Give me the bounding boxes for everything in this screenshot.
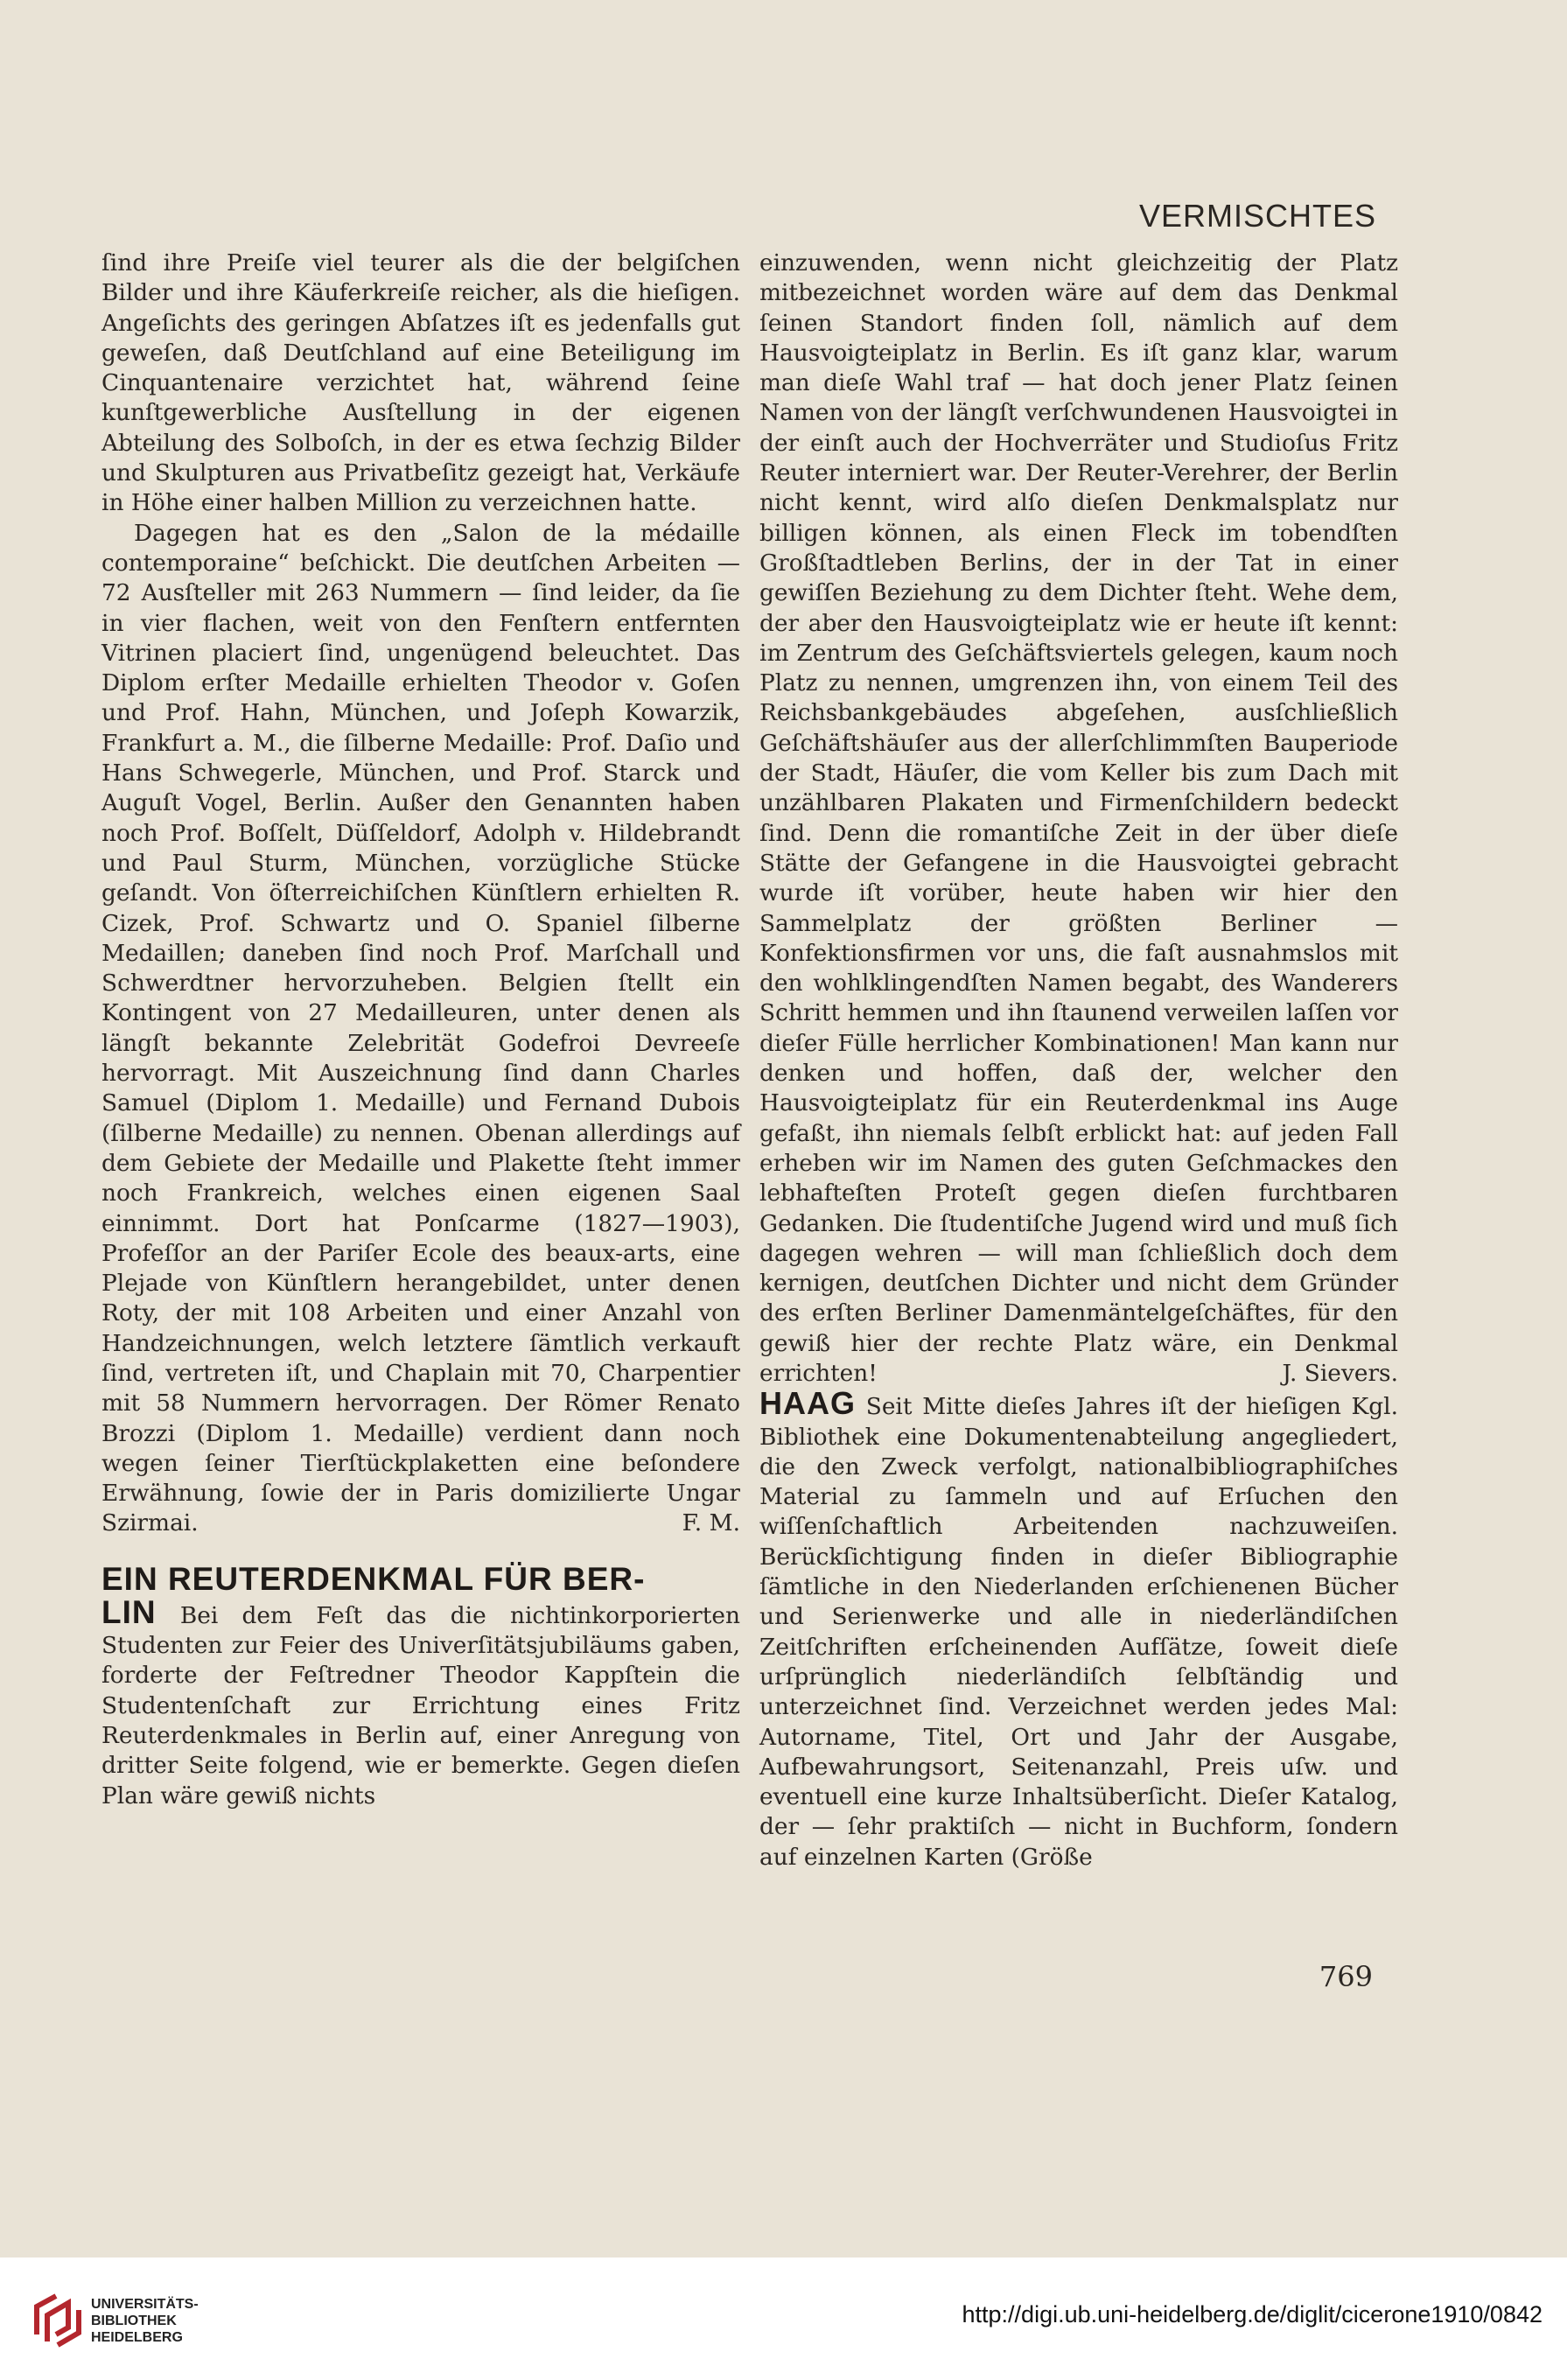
- right-paragraph-1: [759, 248, 1398, 1389]
- left-column: [101, 248, 740, 1811]
- source-url-link[interactable]: http://digi.ub.uni-heidelberg.de/diglit/cicerone1910/0842: [962, 2301, 1543, 2328]
- signature-sievers: J. Sievers.: [1282, 1359, 1398, 1387]
- left-paragraph-3: [101, 1593, 740, 1811]
- left-paragraph-2-text: Dagegen hat es den „Salon de la médaille contemporaine“ beſchickt. Die deutſchen Arbeiten — 72 Ausſteller mit 263 Nummern — ſind leider, da ſie in vier flachen, weit von den Fenſtern entfernten Vitrinen placiert ſind, ungenügend beleuchtet. Das Diplom erſter Medaille erhielten Theodor v. Goſen und Prof. Hahn, München, und Joſeph Kowarzik, Frankfurt a. M., die ſilberne Medaille: Prof. Daſio und Hans Schwegerle, München, und Prof. Starck und Auguſt Vogel, Berlin. Außer den Genannten haben noch Prof. Boſſelt, Düſſeldorf, Adolph v. Hildebrandt und Paul Sturm, München, vorzügliche Stücke geſandt. Von öſterreichiſchen Künſtlern erhielten R. Cizek, Prof. Schwartz und O. Spaniel ſilberne Medaillen; daneben ſind noch Prof. Marſchall und Schwerdtner hervorzuheben. Belgien ſtellt ein Kontingent von 27 Medailleuren, unter denen als längſt bekannte Zelebrität Godefroi Devreeſe hervorragt. Mit Auszeichnung ſind dann Charles Samuel (Diplom 1. Medaille) und Fernand Dubois (ſilberne Medaille) zu nennen. Obenan allerdings auf dem Gebiete der Medaille und Plakette ſteht immer noch Frankreich, welches einen eigenen Saal einnimmt. Dort hat Ponſcarme (1827—1903), Profeſſor an der Pariſer Ecole des beaux-arts, eine Plejade von Künſtlern herangebildet, unter denen Roty, der mit 108 Arbeiten und einer Anzahl von Handzeichnungen, welch letztere ſämtlich verkauft ſind, vertreten iſt, und Chaplain mit 70, Charpentier mit 58 Nummern hervorragen. Der Römer Renato Brozzi (Diplom 1. Medaille) verdient dann noch wegen ſeiner Tierſtückplaketten eine beſondere Erwähnung, ſowie der in Paris domizilierte Ungar Szirmai.: [101, 519, 740, 1537]
- article-heading-reuterdenkmal: EIN REUTERDENKMAL FÜR BER-: [101, 1560, 646, 1597]
- logo-line-3: HEIDELBERG: [91, 2330, 183, 2345]
- right-paragraph-1-text: einzuwenden, wenn nicht gleichzeitig der Platz mitbezeichnet worden wäre auf dem das Denkmal ſeinen Standort finden ſoll, nämlich auf dem Hausvoigteiplatz in Berlin. Es iſt ganz klar, warum man dieſe Wahl traf — hat doch jener Platz ſeinen Namen von der längſt verſchwundenen Hausvoigtei in der einſt auch der Hochverräter und Studioſus Fritz Reuter interniert war. Der Reuter-Verehrer, der Berlin nicht kennt, wird alſo dieſen Denkmalsplatz nur billigen können, als einen Fleck im tobendſten Großſtadtleben Berlins, der in der Tat in einer gewiſſen Beziehung zu dem Dichter ſteht. Wehe dem, der aber den Hausvoigteiplatz wie er heute iſt kennt: im Zentrum des Geſchäftsviertels gelegen, kaum noch Platz zu nennen, umgrenzen ihn, von einem Teil des Reichsbankgebäudes abgeſehen, ausſchließlich Geſchäftshäuſer aus der allerſchlimmſten Bauperiode der Stadt, Häuſer, die vom Keller bis zum Dach mit unzählbaren Plakaten und Firmenſchildern bedeckt ſind. Denn die romantiſche Zeit in der über dieſe Stätte der Gefangene in die Hausvoigtei gebracht wurde iſt vorüber, heute haben wir hier den Sammelplatz der größten Berliner — Konfektionsfirmen vor uns, die faſt ausnahmslos mit den wohlklingendſten Namen begabt, des Wanderers Schritt hemmen und ihn ſtaunend verweilen laſſen vor dieſer Fülle herrlicher Kombinationen! Man kann nur denken und hoffen, daß der, welcher den Hausvoigteiplatz für ein Reuterdenkmal ins Auge gefaßt, ihn niemals ſelbſt erblickt hat: auf jeden Fall erheben wir im Namen des guten Geſchmackes den lebhafteſten Proteſt gegen dieſen furchtbaren Gedanken. Die ſtudentiſche Jugend wird und muß ſich dagegen wehren — will man ſchließlich doch dem kernigen, deutſchen Dichter und nicht dem Gründer des erſten Berliner Damenmäntelgeſchäftes, für den gewiß hier der rechte Platz wäre, ein Denkmal errichten!: [759, 249, 1398, 1387]
- logo-line-1: UNIVERSITÄTS-: [91, 2297, 199, 2312]
- left-paragraph-1: ſind ihre Preiſe viel teurer als die der belgiſchen Bilder und ihre Käuferkreiſe reicher, als die hieſigen. Angeſichts des geringen Abſatzes iſt es jedenfalls gut geweſen, daß Deutſchland auf eine Beteiligung im Cinquantenaire verzichtet hat, während ſeine kunſtgewerbliche Ausſtellung in der eigenen Abteilung des Solboſch, in der es etwa ſechzig Bilder und Skulpturen aus Privatbeſitz gezeigt hat, Verkäufe in Höhe einer halben Million zu verzeichnen hatte.: [101, 249, 740, 517]
- right-paragraph-2-text: Seit Mitte dieſes Jahres iſt der hieſigen Kgl. Bibliothek eine Dokumentenabteilung angegliedert, die den Zweck verfolgt, nationalbibliographiſches Material zu ſammeln und auf Erſuchen den wiſſenſchaftlich Arbeitenden nachzuweiſen. Berückſichtigung finden in dieſer Bibliographie ſämtliche in den Niederlanden erſchienenen Bücher und Serienwerke und alle in niederländiſchen Zeitſchriften erſcheinenden Aufſätze, ſoweit dieſe urſprünglich niederländiſch ſelbſtändig und unterzeichnet ſind. Verzeichnet werden jedes Mal: Autorname, Titel, Ort und Jahr der Ausgabe, Aufbewahrungsort, Seitenanzahl, Preis uſw. und eventuell eine kurze Inhaltsüberſicht. Dieſer Katalog, der — ſehr praktiſch — nicht in Buchform, ſondern auf einzelnen Karten (Größe: [759, 1393, 1398, 1871]
- running-head: VERMISCHTES: [1138, 198, 1376, 234]
- footer-bar: [0, 2258, 1567, 2380]
- right-column: [759, 248, 1398, 1872]
- left-paragraph-3-text: Bei dem Feſt das die nichtinkorporierten Studenten zur Feier des Univerſitätsjubiläums gaben, forderte der Feſtredner Theodor Kappſtein die Studentenſchaft zur Errichtung eines Fritz Reuterdenkmales in Berlin auf, einer Anregung von dritter Seite folgend, wie er bemerkte. Gegen dieſen Plan wäre gewiß nichts: [101, 1601, 740, 1810]
- article-heading-continuation: LIN: [101, 1593, 157, 1630]
- article-heading-haag: HAAG: [759, 1385, 856, 1422]
- library-logo-text: [91, 2296, 199, 2346]
- library-logo-icon: [30, 2289, 91, 2350]
- signature-fm: F. M.: [682, 1509, 740, 1537]
- page-number: 769: [1319, 1960, 1373, 1993]
- left-paragraph-2: [101, 519, 740, 1539]
- right-paragraph-2: [759, 1385, 1398, 1872]
- logo-line-2: BIBLIOTHEK: [91, 2314, 177, 2328]
